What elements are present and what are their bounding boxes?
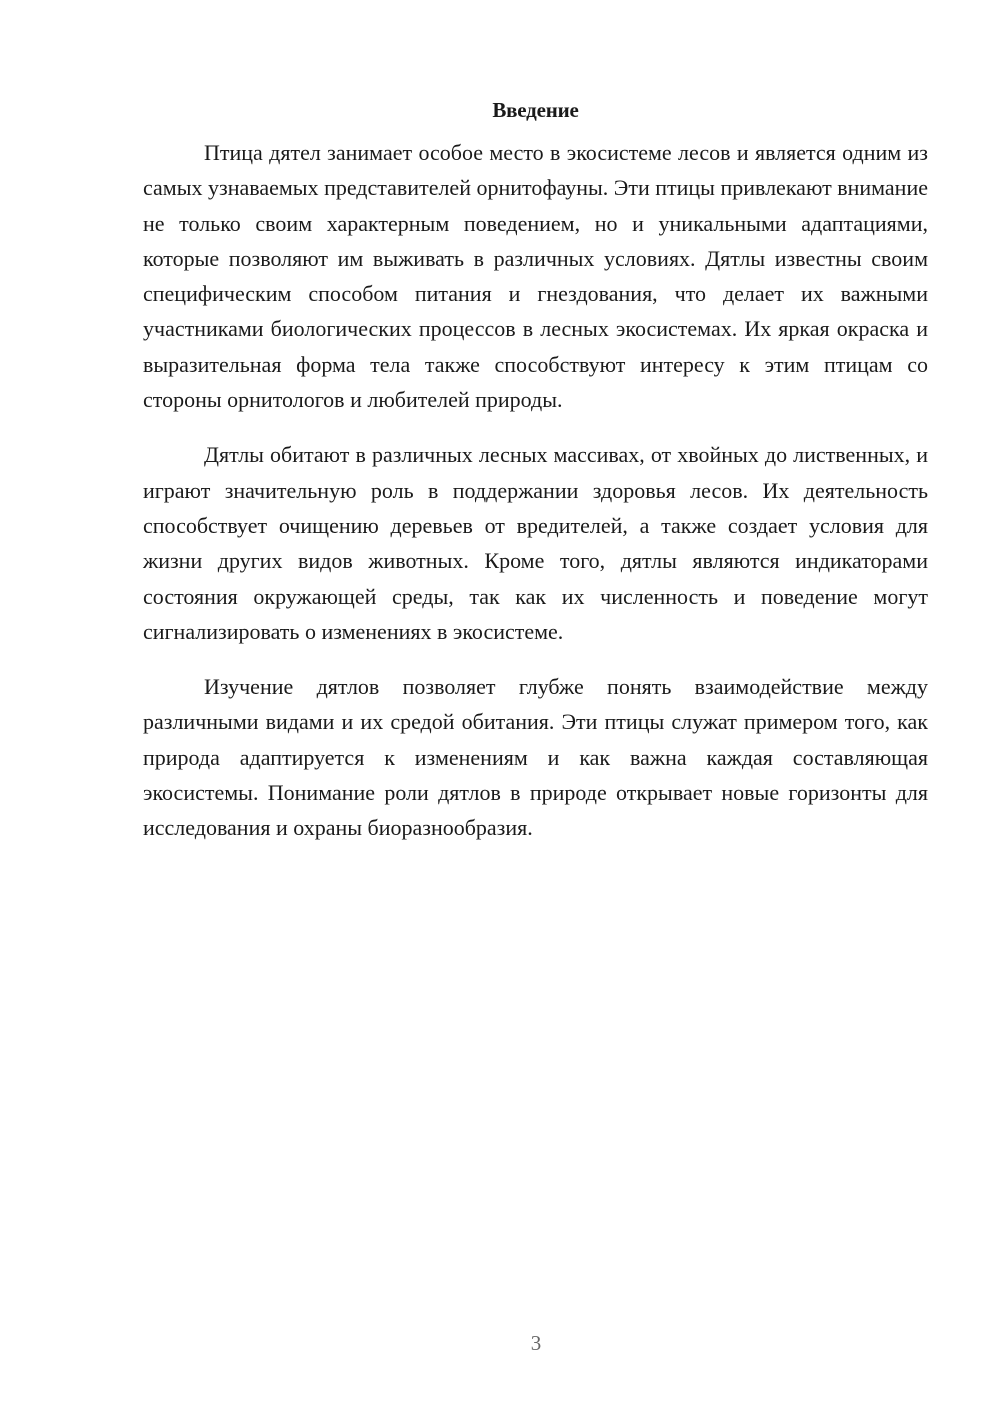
paragraph-1: Птица дятел занимает особое место в экосистеме лесов и является одним из самых узнаваемых представителей орнитофауны. Эти птицы привлекают внимание не только своим характерным поведением, но и уникальными адаптациями, которые позволяют им выживать в различных условиях. Дятлы известны своим специфическим способом питания и гнездования, что делает их важными участниками биологических процессов в лесных экосистемах. Их яркая окраска и выразительная форма тела также способствуют интересу к этим птицам со стороны орнитологов и любителей природы. — [143, 140, 928, 413]
page-number: 3 — [530, 1331, 542, 1355]
paragraph-2: Дятлы обитают в различных лесных массивах, от хвойных до лиственных, и играют значительную роль в поддержании здоровья лесов. Их деятельность способствует очищению деревьев от вредителей, а также создает условия для жизни других видов животных. Кроме того, дятлы являются индикаторами состояния окружающей среды, так как их численность и поведение могут сигнализировать о изменениях в экосистеме. — [143, 442, 928, 644]
paragraph-3: Изучение дятлов позволяет глубже понять взаимодействие между различными видами и их средой обитания. Эти птицы служат примером того, как природа адаптируется к изменениям и как важна каждая составляющая экосистемы. Понимание роли дятлов в природе открывает новые горизонты для исследования и охраны биоразнообразия. — [143, 674, 928, 841]
section-heading: Введение — [492, 98, 579, 122]
page-content — [143, 93, 928, 846]
